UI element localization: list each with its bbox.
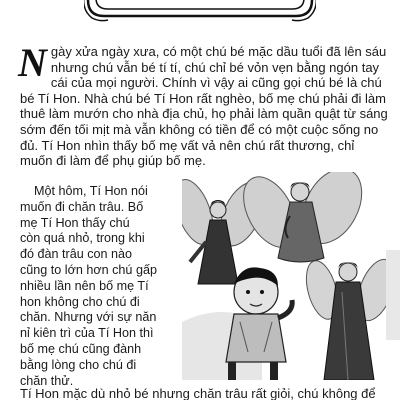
paragraph-1-text: gày xửa ngày xưa, có một chú bé mặc dầu tuổi đã lên sáu nhưng chú vẫn bé tí tí, chú chỉ bé vỏn vẹn bằng ngón tay cái của mọi người. Chính vì vậy ai cũng gọi chú bé là chú bé Tí Hon. Nhà chú bé Tí Hon rất nghèo, bố mẹ chú phải đi làm thuê làm mướn cho nhà địa chủ, họ phải làm quần quật từ sáng sớm đến tối mịt mà vẫn không có tiền để có một cuộc sống no đủ. Tí Hon nhìn thấy bố mẹ vất vả nên chú rất thương, chỉ muốn đi làm để phụ giúp bố mẹ.	[20, 44, 388, 169]
illustration-drawing	[182, 172, 388, 380]
paragraph-2-line: nhiều lần nên bố mẹ Tí	[20, 278, 149, 293]
paragraph-2-line: bằng lòng cho chú đi	[20, 357, 137, 372]
paragraph-2-line: nỉ kiên trì của Tí Hon thì	[20, 326, 154, 341]
paragraph-2-line: chăn. Nhưng với sự năn	[20, 310, 157, 325]
page-side-tab	[386, 250, 400, 340]
paragraph-2-line: Một hôm, Tí Hon nói	[20, 184, 148, 198]
paragraph-2-line: còn quá nhỏ, trong khi	[20, 231, 145, 246]
fairies-and-boy-illustration	[182, 172, 388, 380]
drop-cap-letter: N	[18, 40, 47, 85]
paragraph-2-line: đó đàn trâu con nào	[20, 247, 133, 262]
paragraph-2-text	[20, 184, 196, 389]
paragraph-2-line: bố mẹ chú cũng đành	[20, 341, 142, 356]
paragraph-2-line: chăn thử.	[20, 373, 74, 388]
paragraph-2-line: muốn đi chăn trâu. Bố	[20, 199, 144, 214]
paragraph-2-line: cũng to lớn hơn chú gấp	[20, 262, 157, 277]
banner-scroll-shape	[84, 0, 316, 24]
story-paragraph-2	[20, 184, 196, 389]
decorative-title-banner	[84, 0, 316, 24]
paragraph-2-line: hon không cho chú đi	[20, 294, 140, 309]
paragraph-2-line: mẹ Tí Hon thấy chú	[20, 215, 130, 230]
story-paragraph-3: Tí Hon mặc dù nhỏ bé nhưng chăn trâu rất giỏi, chú không để	[20, 386, 376, 400]
story-paragraph-1	[18, 40, 388, 169]
